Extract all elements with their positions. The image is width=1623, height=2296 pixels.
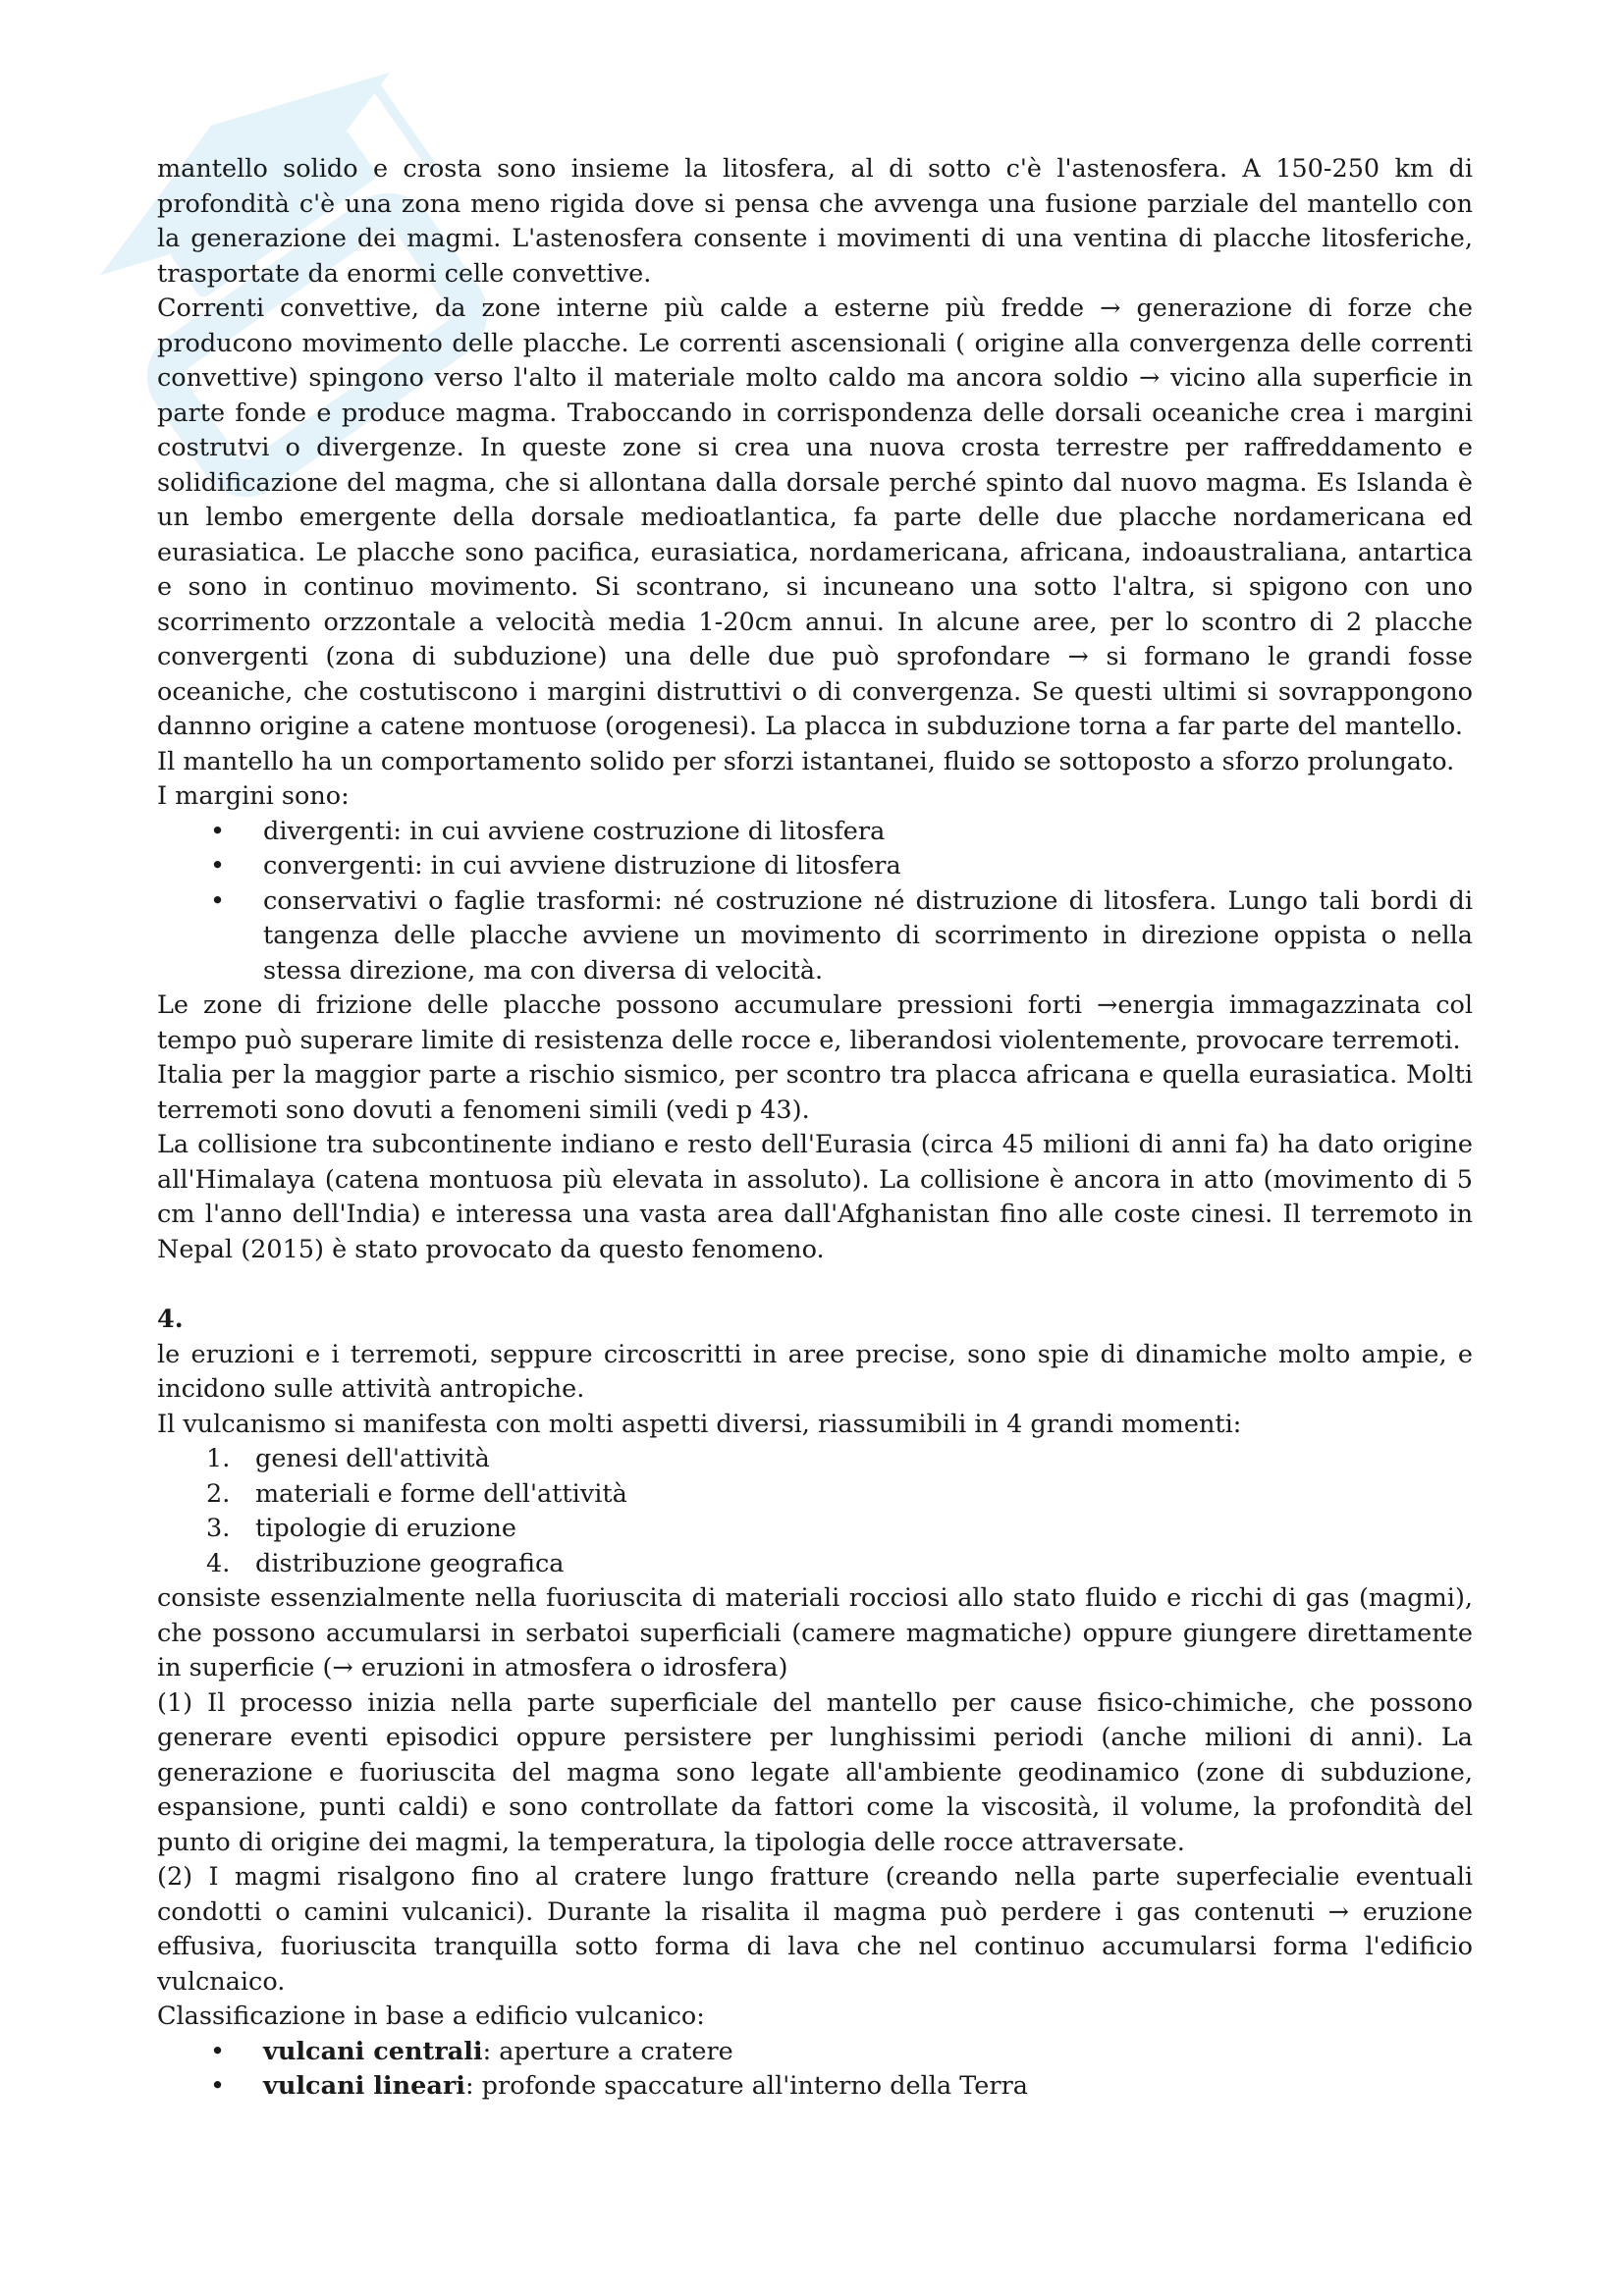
list-item-text: conservativi o faglie trasformi: né costruzione né distruzione di litosfera. Lungo tali bordi di tangenza delle placche avviene un movimento di scorrimento in direzione oppista o nella stessa direzione, ma con diversa di velocità. xyxy=(263,885,1473,986)
section-volcanism xyxy=(157,1303,1473,2105)
term-description: : aperture a cratere xyxy=(482,2036,733,2066)
moments-list xyxy=(157,1442,1473,1581)
paragraph: Classificazione in base a edificio vulcanico: xyxy=(157,2002,705,2031)
paragraph: (2) I magmi risalgono fino al cratere lungo fratture (creando nella parte superfecialie eventuali condotti o camini vulcanici). Durante la risalita il magma può perdere i gas contenuti → eruzione effusiva, fuoriuscita tranquilla sotto forma di lava che nel continuo accumularsi forma l'edificio vulcnaico. xyxy=(157,1862,1473,1997)
list-number: 3. xyxy=(206,1514,231,1543)
paragraph: mantello solido e crosta sono insieme la litosfera, al di sotto c'è l'astenosfera. A 150-250 km di profondità c'è una zona meno rigida dove si pensa che avvenga una fusione parziale del mantello con la generazione dei magmi. L'astenosfera consente i movimenti di una ventina di placche litosferiche, trasportate da enormi celle convettive. xyxy=(157,154,1473,289)
paragraph: consiste essenzialmente nella fuoriuscita di materiali rocciosi allo stato fluido e ricchi di gas (magmi), che possono accumularsi in serbatoi superficiali (camere magmatiche) oppure giungere direttamente in superficie (→ eruzioni in atmosfera o idrosfera) xyxy=(157,1583,1473,1682)
document-page xyxy=(157,152,1473,2105)
section-tectonics xyxy=(157,152,1473,1267)
list-number: 2. xyxy=(206,1478,231,1509)
paragraph: Correnti convettive, da zone interne più calde a esterne più fredde → generazione di forze che producono movimento delle placche. Le correnti ascensionali ( origine alla convergenza delle correnti convettive) spingono verso l'alto il materiale molto caldo ma ancora soldio → vicino alla superficie in parte fonde e produce magma. Traboccando in corrispondenza delle dorsali oceaniche crea i margini costrutvi o divergenze. In queste zone si crea una nuova crosta terrestre per raffreddamento e solidificazione del magma, che si allontana dalla dorsale perché spinto dal nuovo magma. Es Islanda è un lembo emergente della dorsale medioatlantica, fa parte delle due placche nordamericana ed eurasiatica. Le placche sono pacifica, eurasiatica, nordamericana, africana, indoaustraliana, antartica e sono in continuo movimento. Si scontrano, si incuneano una sotto l'altra, si spigono con uno scorrimento orzzontale a velocità media 1-20cm annui. In alcune aree, per lo scontro di 2 placche convergenti (zona di subduzione) una delle due può sprofondare → si formano le grandi fosse oceaniche, che costutiscono i margini distruttivi o di convergenza. Se questi ultimi si sovrappongono dannno origine a catene montuose (orogenesi). La placca in subduzione torna a far parte del mantello. xyxy=(157,294,1473,741)
paragraph: Il vulcanismo si manifesta con molti aspetti diversi, riassumibili in 4 grandi momenti: xyxy=(157,1409,1242,1439)
bullet-icon: • xyxy=(210,2071,226,2101)
list-item xyxy=(157,2069,1473,2105)
term: vulcani centrali xyxy=(263,2036,483,2066)
list-number: 1. xyxy=(206,1444,231,1473)
list-item xyxy=(157,849,1473,884)
term-description: : profonde spaccature all'interno della Terra xyxy=(464,2071,1028,2101)
paragraph: Italia per la maggior parte a rischio sismico, per scontro tra placca africana e quella eurasiatica. Molti terremoti sono dovuti a fenomeni simili (vedi p 43). xyxy=(157,1060,1473,1125)
term: vulcani lineari xyxy=(263,2071,465,2101)
list-item-text: tipologie di eruzione xyxy=(255,1514,517,1543)
list-item xyxy=(157,1477,1473,1513)
paragraph: I margini sono: xyxy=(157,781,350,811)
list-item-text: convergenti: in cui avviene distruzione di litosfera xyxy=(263,851,901,881)
list-item xyxy=(157,2035,1473,2070)
list-item-text: materiali e forme dell'attività xyxy=(255,1478,627,1509)
list-item xyxy=(157,884,1473,989)
section-number: 4. xyxy=(157,1305,184,1334)
paragraph: (1) Il processo inizia nella parte superficiale del mantello per cause fisico-chimiche, che possono generare eventi episodici oppure persistere per lunghissimi periodi (anche milioni di anni). La generazione e fuoriuscita del magma sono legate all'ambiente geodinamico (zone di subduzione, espansione, punti caldi) e sono controllate da fattori come la viscosità, il volume, la profondità del punto di origine dei magmi, la temperatura, la tipologia delle rocce attraversate. xyxy=(157,1687,1473,1857)
margins-list xyxy=(157,815,1473,989)
paragraph: Il mantello ha un comportamento solido per sforzi istantanei, fluido se sottoposto a sforzo prolungato. xyxy=(157,746,1455,776)
bullet-icon: • xyxy=(210,2036,226,2066)
bullet-icon: • xyxy=(210,851,226,881)
paragraph: La collisione tra subcontinente indiano e resto dell'Eurasia (circa 45 milioni di anni fa) ha dato origine all'Himalaya (catena montuosa più elevata in assoluto). La collisione è ancora in atto (movimento di 5 cm l'anno dell'India) e interessa una vasta area dall'Afghanistan fino alle coste cinesi. Il terremoto in Nepal (2015) è stato provocato da questo fenomeno. xyxy=(157,1130,1473,1264)
list-item xyxy=(157,815,1473,850)
list-item xyxy=(157,1442,1473,1477)
list-item xyxy=(157,1547,1473,1582)
paragraph: Le zone di frizione delle placche possono accumulare pressioni forti →energia immagazzinata col tempo può superare limite di resistenza delle rocce e, liberandosi violentemente, provocare terremoti. xyxy=(157,990,1473,1055)
bullet-icon: • xyxy=(210,885,226,916)
volcano-types-list xyxy=(157,2035,1473,2105)
list-number: 4. xyxy=(206,1548,231,1578)
list-item-text: divergenti: in cui avviene costruzione di litosfera xyxy=(263,816,886,846)
paragraph: le eruzioni e i terremoti, seppure circoscritti in aree precise, sono spie di dinamiche molto ampie, e incidono sulle attività antropiche. xyxy=(157,1339,1473,1404)
bullet-icon: • xyxy=(210,816,226,846)
list-item-text: distribuzione geografica xyxy=(255,1548,565,1578)
list-item xyxy=(157,1512,1473,1547)
list-item-text: genesi dell'attività xyxy=(255,1444,490,1473)
